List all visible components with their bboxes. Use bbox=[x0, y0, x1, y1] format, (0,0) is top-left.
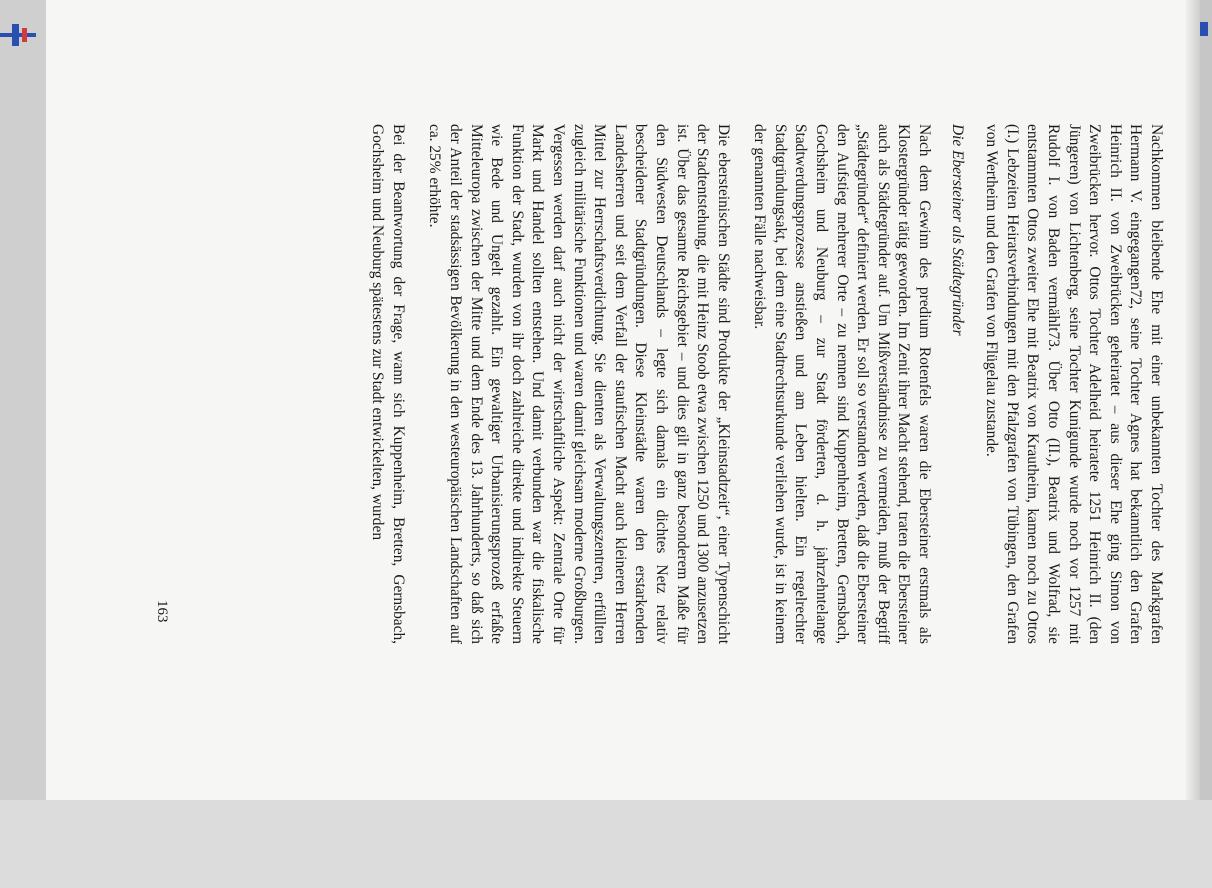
paragraph-2: Nach dem Gewinn des predium Rotenfels waren die Ebersteiner erstmals als Klostergründer tätig geworden. Im Zenit ihrer Macht stehend, traten die Ebersteiner auch als Städtegründer auf. Um Mißverständnisse zu vermeiden, muß der Begriff „Städtegründer“ definiert werden. Er soll so verstanden werden, daß die Ebersteiner den Aufstieg mehrerer Orte – zu nennen sind Kuppenheim, Bretten, Gernsbach, Gochsheim und Neuburg – zur Stadt förderten, d. h. jahrzehntelange Stadtwerdungsprozesse anstießen und am Leben hielten. Ein regelrechter Stadtgründungsakt, bei dem eine Stadtrechtsurkunde verliehen wurde, ist in keinem der genannten Fälle nachweisbar. bbox=[751, 124, 934, 644]
body-text bbox=[367, 124, 1166, 644]
paragraph-3: Die ebersteinischen Städte sind Produkte der „Kleinstadtzeit“, einer Typenschicht der Stadtentstehung, die mit Heinz Stoob etwa zwischen 1250 und 1300 anzusetzen ist. Über das gesamte Reichsgebiet – und dies gilt in ganz besonderem Maße für den Südwesten Deutschlands – legte sich damals ein dichtes Netz relativ bescheidener Stadtgründungen. Diese Kleinstädte waren den erstarkenden Landesherren und seit dem Verfall der staufischen Macht auch kleineren Herren Mittel zur Herrschaftsverdichtung. Sie dienten als Verwaltungszentren, erfüllten zugleich militärische Funktionen und waren damit gleichsam moderne Großburgen. Vergessen werden darf auch nicht der wirtschaftliche Aspekt: Zentrale Orte für Markt und Handel sollten entstehen. Und damit verbunden war die fiskalische Funktion der Stadt, wurden von ihr doch zahlreiche direkte und indirekte Steuern wie Bede und Ungelt gezahlt. Ein gewaltiger Urbanisierungsprozeß erfaßte Mitteleuropa zwischen der Mitte und dem Ende des 13. Jahrhunderts, so daß sich der Anteil der stadsässigen Bevölkerung in den westeuropäischen Landschaften auf ca. 25% erhöhte. bbox=[426, 124, 732, 644]
paragraph-1: Nachkommen bleibende Ehe mit einer unbekannten Tochter des Markgrafen Hermann V. eingegangen72, seine Tochter Agnes hat bekanntlich den Grafen Heinrich II. von Zweibrücken geheiratet – aus dieser Ehe ging Simon von Zweibrücken hervor. Ottos Tochter Adelheid heiratete 1251 Heinrich II. (den Jüngeren) von Lichtenberg, seine Tochter Kunigunde wurde noch vor 1257 mit Rudolf I. von Baden vermählt73. Über Otto (II.), Beatrix und Wolfrad, sie entstammten Ottos zweiter Ehe mit Beatrix von Krautheim, kamen noch zu Ottos (I.) Lebzeiten Heiratsverbindungen mit den Pfalzgrafen von Tübingen, den Grafen von Wertheim und den Grafen von Flügelau zustande. bbox=[983, 124, 1165, 644]
section-heading: Die Ebersteiner als Städtegründer bbox=[948, 124, 966, 336]
rotated-text-column bbox=[126, 80, 1166, 720]
page-edge-shadow bbox=[1186, 0, 1200, 800]
right-edge-strip bbox=[1200, 0, 1212, 800]
left-margin-strip bbox=[0, 0, 46, 800]
page-number: 163 bbox=[154, 600, 170, 623]
library-logo-icon bbox=[0, 24, 36, 46]
scanned-page bbox=[46, 0, 1200, 800]
edge-marker-icon bbox=[1200, 22, 1208, 36]
paragraph-4: Bei der Beantwortung der Frage, wann sich Kuppenheim, Bretten, Gernsbach, Gochsheim und Neuburg spätestens zur Stadt entwickelten, wurden bbox=[369, 124, 407, 644]
source-url-text[interactable] bbox=[0, 544, 1, 888]
